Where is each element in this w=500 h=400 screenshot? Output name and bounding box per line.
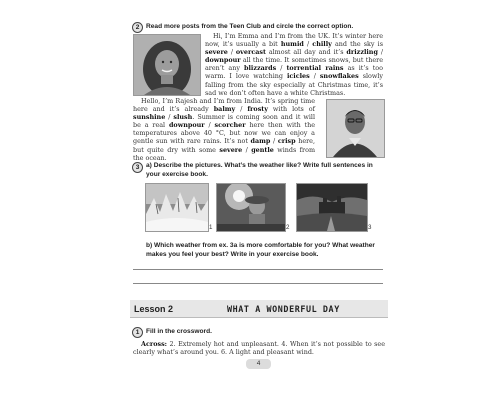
post-text: with lots of [267, 105, 315, 114]
emma-photo [133, 34, 201, 96]
picture-1-snowy-forest [145, 183, 209, 232]
picture-3-stormy-castle [296, 183, 368, 232]
post-text: and the sky is [331, 40, 383, 49]
emma-post [205, 32, 383, 97]
post-text: / [227, 48, 236, 57]
picture-2-sunny-child [216, 183, 286, 232]
post-text: here then with the temperatures above 40 °C, but now we can enjoy a gentle sun with rare rains. It’s not [133, 121, 316, 146]
word-option[interactable]: severe [219, 145, 243, 154]
word-option[interactable]: damp [250, 137, 271, 146]
word-option[interactable]: crisp [277, 137, 296, 146]
lesson-label: Lesson 2 [134, 304, 174, 314]
word-option[interactable]: torrential rains [286, 64, 344, 73]
exercise-2-instruction: Read more posts from the Teen Club and circle the correct option. [146, 23, 354, 30]
word-option[interactable]: gentle [251, 145, 274, 154]
page-number: 4 [246, 359, 271, 369]
post-text: all the time. It sometimes snows, but there aren’t any [205, 56, 383, 73]
post-text: as it’s too warm. I love watching [205, 64, 384, 81]
word-option[interactable]: balmy [213, 105, 236, 114]
word-option[interactable]: chilly [312, 40, 332, 49]
post-text: here, but quite dry with some [133, 137, 315, 154]
exercise-3-number: 3 [132, 162, 143, 173]
rajesh-post [133, 97, 315, 162]
word-option[interactable]: frosty [247, 105, 268, 114]
word-option[interactable]: humid [280, 40, 304, 49]
picture-1-number: 1 [209, 224, 213, 231]
lesson-title: WHAT A WONDERFUL DAY [227, 304, 340, 314]
picture-2-number: 2 [286, 224, 290, 231]
exercise-3b-instruction: b) Which weather from ex. 3a is more comfortable for you? What weather makes you feel your best? Write in your exercise book. [146, 242, 375, 258]
word-option[interactable]: drizzling [346, 48, 378, 57]
word-option[interactable]: severe [205, 48, 228, 57]
answer-line-1 [133, 269, 383, 270]
exercise-2-number: 2 [132, 22, 143, 33]
post-text: / [165, 113, 174, 122]
post-text: / [309, 72, 320, 81]
word-option[interactable]: downpour [168, 121, 205, 130]
post-text: Hi, I’m Emma and I’m from the UK. It’s winter here now, it’s usually a bit [205, 32, 383, 49]
post-text: almost all day and it’s [265, 48, 347, 57]
post-text: / [377, 48, 384, 57]
across-clues-text: 2. Extremely hot and unpleasant. 4. When it’s not possible to see clearly what’s around you. 6. A light and pleasant wind. [133, 340, 385, 357]
post-text: winds from the ocean. [133, 145, 316, 162]
post-text: / [242, 145, 252, 154]
word-option[interactable]: downpour [205, 56, 241, 65]
exercise-1-number: 1 [132, 327, 143, 338]
word-option[interactable]: sunshine [133, 113, 166, 122]
post-text: / [303, 40, 313, 49]
post-text: . Summer is coming soon and it will be a real [133, 113, 315, 130]
crossword-across-clues [133, 340, 385, 356]
post-text: / [204, 121, 215, 130]
word-option[interactable]: icicles [286, 72, 310, 81]
post-text: / [276, 64, 287, 73]
word-option[interactable]: overcast [235, 48, 266, 57]
rajesh-photo [326, 99, 385, 158]
word-option[interactable]: slush [173, 113, 193, 122]
word-option[interactable]: blizzards [244, 64, 277, 73]
word-option[interactable]: snowflakes [319, 72, 359, 81]
exercise-3a-instruction: a) Describe the pictures. What’s the weather like? Write full sentences in your exercise book. [146, 162, 373, 178]
picture-3-number: 3 [368, 224, 372, 231]
post-text: / [235, 105, 248, 114]
post-text: Hello, I’m Rajesh and I’m from India. It’s spring time here and it’s already [133, 97, 315, 114]
answer-line-2 [133, 283, 383, 284]
word-option[interactable]: scorcher [214, 121, 246, 130]
across-label: Across: [141, 340, 168, 348]
post-text: slowly falling from the sky especially at Christmas time, it’s sad we don’t often have a white Christmas. [205, 72, 383, 97]
exercise-1-instruction: Fill in the crossword. [146, 328, 212, 335]
post-text: / [270, 137, 278, 146]
